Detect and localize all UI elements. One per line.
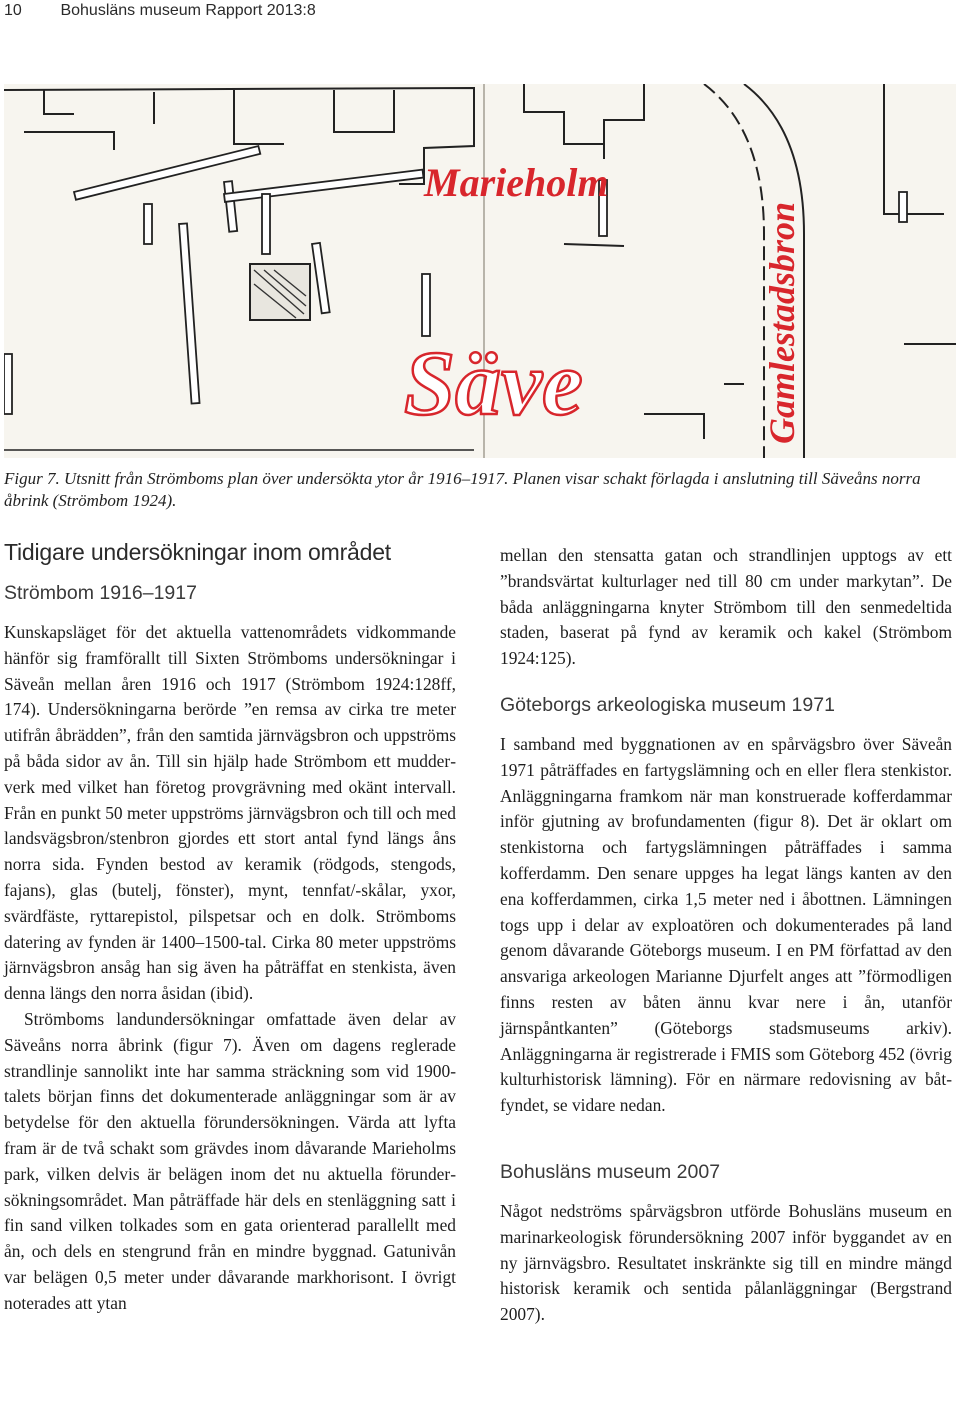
section-heading: Tidigare undersökningar inom området — [4, 539, 391, 565]
map-label-save: Säve — [404, 332, 583, 434]
paragraph: Kunskapsläget för det aktuella vattenområdets vidkommande hänför sig framförallt till Sixten Strömboms undersökningar i Säveån mellan åren 1916 och 1917 (Strömbom 1924:128ff, 174). Undersökningarna berörde ”en remsa av cirka tre meter utifrån åbrädden”, från den samtida järnvägsbron och uppströms på båda sidor av ån. Till sin hjälp hade Strömbom ett mudderverk med vilket han företog provgrävning med okänt intervall. Från en punkt 50 meter uppströms järnvägsbron och till och med landsvägsbron/stenbron gjordes ett stort antal fynd längs åns norra sida. Fynden bestod av keramik (rödgods, stengods, fajans), glas (butelj, fönster), mynt, tennfat/-skålar, yxor, svärdfäste, ryttarepistol, pilspetsar och en dolk. Strömboms datering av fynden är 1400–1500-tal. Cirka 80 meter uppströms järnvägsbron ansåg han sig även ha påträffat en stenkista, även denna längs den norra åsidan (ibid). — [4, 622, 456, 1004]
map-label-marieholm: Marieholm — [424, 160, 609, 205]
figure-map — [4, 84, 956, 458]
subheading-bohuslan-2007: Bohusläns museum 2007 — [500, 1160, 721, 1183]
left-column — [4, 538, 456, 1317]
map-excavation-area — [250, 264, 310, 320]
running-title: Bohusläns museum Rapport 2013:8 — [60, 2, 316, 19]
page-number: 10 — [4, 2, 22, 19]
paragraph: mellan den stensatta gatan och strandlinjen upptogs av ett ”brandsvärtat kulturlager ned till 80 cm under markytan”. De båda anläggningarna knyter Strömbom till den senmedeltida staden, baserat på fynd av keramik och kakel (Strömbom 1924:125). — [500, 545, 952, 669]
paragraph: I samband med byggnationen av en spårvägsbro över Säveån 1971 påträffades en fartygslämning och en eller flera stenkistor. Anläggningarna framkom när man konstruerade kofferdammar inför gjutning av brofundamenten (figur 8). Det är oklart om stenkistorna och fartygslämningen påträffades i samma kofferdamm. Den senare uppges ha legat längs kanten av den ena kofferdammen, cirka 1,5 meter ned i åbottnen. Lämningen togs upp i delar av exploatören och dokumenterades på land genom dåvarande Göteborgs museum. I en PM författad av den ansvariga arkeologen Marianne Djurfelt anges att ”förmodligen finns resten av båten ännu kvar nere i ån, utanför järnspåntkanten” (Göteborgs stadsmuseums arkiv). Anläggningarna är registrerade i FMIS som Göteborg 452 (övrig kulturhistorisk lämning). För en närmare redovisning av båtfyndet, se vidare nedan. — [500, 733, 952, 1116]
paragraph: Något nedströms spårvägsbron utförde Bohusläns museum en marinarkeologisk förundersökning 2007 inför byggandet av en ny järnvägsbro. Resultatet inskränkte sig till en mindre mängd historisk keramik och sentida pålanläggningar (Bergstrand 2007). — [500, 1200, 952, 1325]
running-header — [4, 2, 316, 20]
paragraph: Strömboms landundersökningar omfattade även delar av Säveåns norra åbrink (figur 7). Även om dagens reglerade strandlinje sannolikt inte har samma sträckning som vid 1900-talets början finns det dokumenterade anläggningar som är av betydelse för den aktuella förundersökningen. Värda att lyfta fram är de två schakt som grävdes inom dåvarande Marieholms park, vilken delvis är belägen inom det nu aktuella förundersökningsområdet. Man påträffade här dels en stenläggning satt i fin sand vilken tolkades som en gata orienterad parallellt med ån, och dels en stengrund från en mindre byggnad. Gatunivån var belägen 0,5 meter under dåvarande markhorisont. I övrigt noterades att ytan — [4, 1008, 456, 1313]
subheading-strombom: Strömbom 1916–1917 — [4, 582, 197, 604]
map-label-bridge: Gamlestadsbron — [762, 201, 802, 444]
subheading-goteborg-1971: Göteborgs arkeologiska museum 1971 — [500, 693, 835, 716]
map-drawing — [4, 84, 956, 458]
figure-caption: Figur 7. Utsnitt från Strömboms plan över undersökta ytor år 1916–1917. Planen visar schakt förlagda i anslutning till Säveåns norra åbrink (Strömbom 1924). — [4, 469, 921, 510]
right-column — [500, 543, 952, 1328]
